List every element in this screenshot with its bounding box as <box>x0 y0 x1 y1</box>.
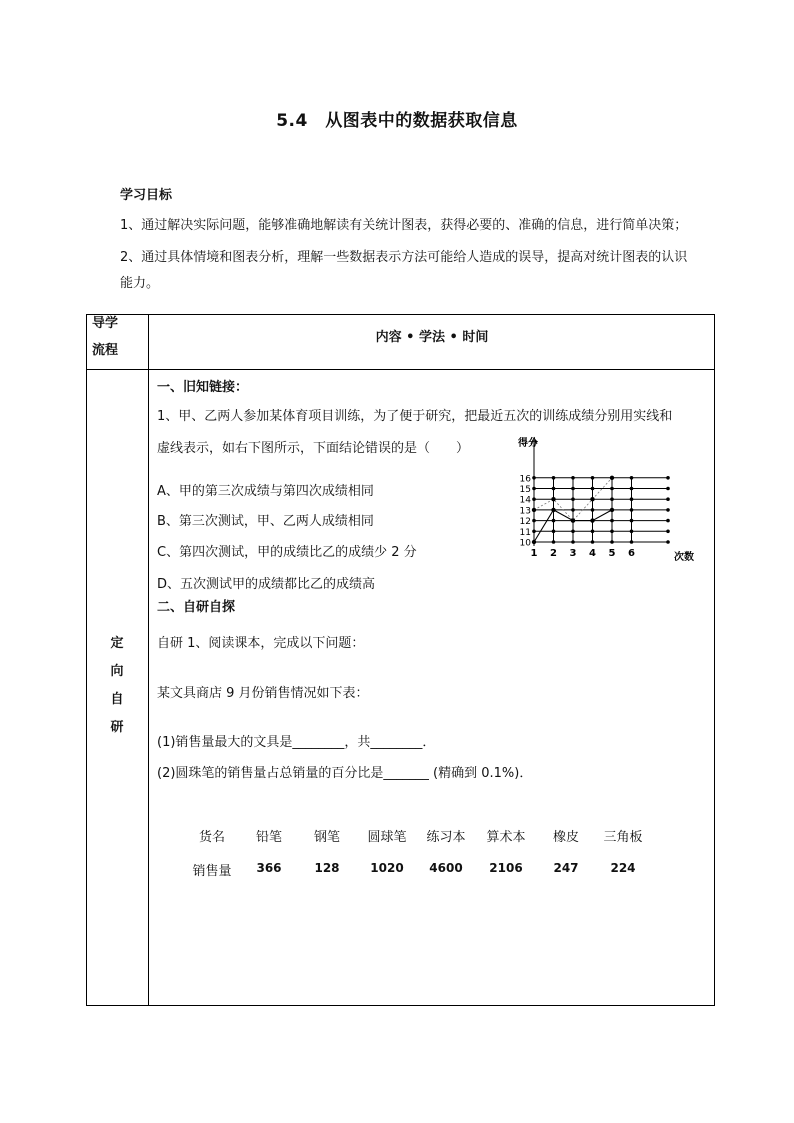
item-pencil: 铅笔 <box>255 830 282 845</box>
chart-grid-dot <box>552 540 556 544</box>
chart-y-axis-label: 得分 <box>518 438 538 449</box>
chart-y-tick-label: 15 <box>519 485 531 495</box>
chart-grid-dot <box>532 530 536 534</box>
chart-grid-dot <box>666 476 670 480</box>
question-line2: 虚线表示，如右下图所示，下面结论错误的是（ ） <box>157 441 470 456</box>
chart-grid-dot <box>666 540 670 544</box>
chart-data-point <box>590 518 594 522</box>
value-pen: 128 <box>314 861 340 875</box>
objective-2-line1: 2、通过具体情境和图表分析，理解一些数据表示方法可能给人造成的误导，提高对统计图表的认识 <box>120 250 688 265</box>
header-left-line1: 导学 <box>92 316 119 331</box>
side-char-1: 定 <box>110 636 124 651</box>
chart-data-point <box>551 497 555 501</box>
sales-header-label: 货名 <box>198 830 225 845</box>
option-c: C、第四次测试，甲的成绩比乙的成绩少 2 分 <box>157 545 417 560</box>
question-line1: 1、甲、乙两人参加某体育项目训练，为了便于研究，把最近五次的训练成绩分别用实线和 <box>157 409 673 424</box>
chart-grid-dot <box>571 497 575 501</box>
chart-grid-dot <box>552 487 556 491</box>
chart-grid-dot <box>532 497 536 501</box>
chart-y-tick-label: 16 <box>519 474 531 485</box>
chart-x-tick-label: 1 <box>530 548 538 559</box>
table-header-divider <box>86 369 715 370</box>
chart-data-point <box>532 540 536 544</box>
chart-grid-dot <box>610 487 614 491</box>
value-pencil: 366 <box>256 861 282 875</box>
section1-heading: 一、旧知链接： <box>157 380 249 395</box>
side-char-3: 自 <box>110 692 124 707</box>
chart-grid-dot <box>552 476 556 480</box>
chart-grid-dot <box>630 487 634 491</box>
value-triangle: 224 <box>610 861 636 875</box>
option-d: D、五次测试甲的成绩都比乙的成绩高 <box>157 577 376 592</box>
side-char-2: 向 <box>110 664 124 679</box>
chart-grid-dot <box>666 497 670 501</box>
chart-grid-dot <box>610 497 614 501</box>
chart-x-tick-label: 4 <box>589 548 596 559</box>
chart-grid-dot <box>532 476 536 480</box>
page-title: 5.4 从图表中的数据获取信息 <box>276 111 518 131</box>
chart-grid-dot <box>571 508 575 512</box>
objectives-heading: 学习目标 <box>120 188 173 203</box>
chart-grid-dot <box>630 508 634 512</box>
chart-grid-dot <box>591 487 595 491</box>
chart-data-point <box>551 508 555 512</box>
chart-grid-dot <box>591 530 595 534</box>
chart-grid-dot <box>571 476 575 480</box>
chart-y-tick-label: 13 <box>519 506 531 517</box>
option-a: A、甲的第三次成绩与第四次成绩相同 <box>157 484 374 499</box>
item-pen: 钢笔 <box>313 830 340 845</box>
chart-grid-dot <box>666 530 670 534</box>
chart-grid-dot <box>571 540 575 544</box>
chart-x-tick-label: 2 <box>550 548 557 559</box>
chart-grid-dot <box>630 530 634 534</box>
chart-x-tick-label: 6 <box>628 548 635 559</box>
chart-y-tick-label: 10 <box>519 538 531 549</box>
header-left-line2: 流程 <box>92 343 119 358</box>
chart-grid-dot <box>610 519 614 523</box>
chart-grid-dot <box>552 530 556 534</box>
chart-grid-dot <box>666 508 670 512</box>
chart-grid-dot <box>610 540 614 544</box>
side-char-4: 研 <box>110 720 124 735</box>
chart-x-tick-label: 3 <box>569 548 577 559</box>
question-2: (2)圆珠笔的销售量占总销量的百分比是_______ (精确到 0.1%)． <box>157 766 533 781</box>
chart-grid-dot <box>532 519 536 523</box>
chart-data-point <box>610 476 614 480</box>
sales-row-label: 销售量 <box>192 864 232 879</box>
chart-data-point <box>532 508 536 512</box>
item-eraser: 橡皮 <box>552 830 579 845</box>
section2-heading: 二、自研自探 <box>157 600 236 615</box>
option-b: B、第三次测试，甲、乙两人成绩相同 <box>157 514 374 529</box>
header-right: 内容 • 学法 • 时间 <box>375 330 489 345</box>
chart-data-point <box>610 508 614 512</box>
chart-grid-dot <box>666 519 670 523</box>
item-math-book: 算术本 <box>486 830 526 845</box>
table-column-divider <box>148 314 149 1006</box>
chart-grid-dot <box>630 540 634 544</box>
score-chart <box>496 432 706 572</box>
value-eraser: 247 <box>553 861 579 875</box>
chart-grid-dot <box>630 476 634 480</box>
chart-x-axis-label: 次数 <box>674 552 694 563</box>
item-ballpen: 圆球笔 <box>367 830 407 845</box>
chart-data-point <box>571 518 575 522</box>
sales-intro: 某文具商店 9 月份销售情况如下表： <box>157 686 369 701</box>
chart-y-tick-label: 14 <box>519 495 531 506</box>
value-ballpen: 1020 <box>370 861 404 875</box>
objective-1: 1、通过解决实际问题，能够准确地解读有关统计图表，获得必要的、准确的信息，进行简单决策； <box>120 218 688 233</box>
value-exercise-book: 4600 <box>429 861 463 875</box>
chart-grid-dot <box>571 530 575 534</box>
chart-data-point <box>590 497 594 501</box>
item-exercise-book: 练习本 <box>426 830 466 845</box>
chart-grid-dot <box>591 476 595 480</box>
chart-grid-dot <box>591 508 595 512</box>
chart-grid-dot <box>630 497 634 501</box>
chart-y-tick-label: 12 <box>519 517 531 528</box>
chart-grid-dot <box>630 519 634 523</box>
chart-x-tick-label: 5 <box>608 548 616 559</box>
item-triangle: 三角板 <box>603 830 643 845</box>
question-1: (1)销售量最大的文具是________，共________． <box>157 735 436 750</box>
self-study-task: 自研 1、阅读课本，完成以下问题： <box>157 636 365 651</box>
chart-y-tick-label: 11 <box>519 527 531 538</box>
chart-grid-dot <box>610 530 614 534</box>
chart-grid-dot <box>571 487 575 491</box>
chart-grid-dot <box>532 487 536 491</box>
chart-grid-dot <box>666 487 670 491</box>
objective-2-line2: 能力。 <box>120 276 160 291</box>
chart-grid-dot <box>591 540 595 544</box>
chart-grid-dot <box>552 519 556 523</box>
value-math-book: 2106 <box>489 861 523 875</box>
